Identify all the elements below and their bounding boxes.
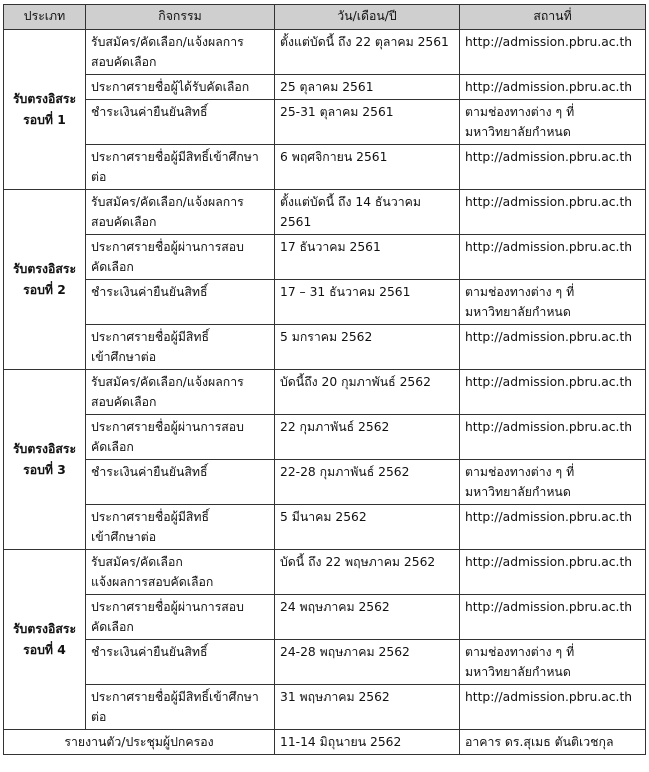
date-text: 25-31 ตุลาคม 2561 <box>280 105 394 119</box>
activity-text: รับสมัคร/คัดเลือก/แจ้งผลการ สอบคัดเลือก <box>91 195 244 229</box>
table-row <box>4 415 646 460</box>
round-label <box>4 190 86 370</box>
place-cell <box>460 685 646 730</box>
activity-text: รับสมัคร/คัดเลือก/แจ้งผลการ สอบคัดเลือก <box>91 35 244 69</box>
activity-text: ประกาศรายชื่อผู้มีสิทธิ์เข้าศึกษา ต่อ <box>91 150 259 184</box>
header-place: สถานที่ <box>460 5 646 30</box>
schedule-table-wrapper <box>3 4 646 755</box>
activity-text: ประกาศรายชื่อผู้มีสิทธิ์ เข้าศึกษาต่อ <box>91 510 210 544</box>
date-text: 24-28 พฤษภาคม 2562 <box>280 645 410 659</box>
date-cell <box>275 280 460 325</box>
activity-cell <box>86 190 275 235</box>
place-cell <box>460 460 646 505</box>
place-cell <box>460 640 646 685</box>
header-activity: กิจกรรม <box>86 5 275 30</box>
activity-text: รับสมัคร/คัดเลือก/แจ้งผลการ สอบคัดเลือก <box>91 375 244 409</box>
place-url: http://admission.pbru.ac.th <box>465 80 633 94</box>
activity-cell <box>86 415 275 460</box>
table-row <box>4 685 646 730</box>
place-url: http://admission.pbru.ac.th <box>465 555 633 569</box>
table-row <box>4 280 646 325</box>
table-row <box>4 190 646 235</box>
header-date: วัน/เดือน/ปี <box>275 5 460 30</box>
date-cell <box>275 550 460 595</box>
activity-text: ประกาศรายชื่อผู้ผ่านการสอบ คัดเลือก <box>91 240 244 274</box>
place-cell <box>460 75 646 100</box>
activity-cell <box>86 595 275 640</box>
round-name: รับตรงอิสระ รอบที่ 1 <box>12 91 77 127</box>
date-cell <box>275 595 460 640</box>
admission-schedule-table <box>3 4 646 755</box>
activity-cell <box>86 460 275 505</box>
place-url: http://admission.pbru.ac.th <box>465 420 633 434</box>
table-row <box>4 145 646 190</box>
place-cell <box>460 505 646 550</box>
place-cell <box>460 415 646 460</box>
date-text: 5 มีนาคม 2562 <box>280 510 367 524</box>
date-cell <box>275 30 460 75</box>
activity-text: ชำระเงินค่ายืนยันสิทธิ์ <box>91 645 208 659</box>
date-cell <box>275 505 460 550</box>
table-row <box>4 100 646 145</box>
place-cell <box>460 235 646 280</box>
date-text: บัดนี้ถึง 20 กุมภาพันธ์ 2562 <box>280 375 431 389</box>
round-label <box>4 30 86 190</box>
activity-cell <box>86 145 275 190</box>
schedule-body <box>4 30 646 755</box>
table-row <box>4 505 646 550</box>
activity-text: ประกาศรายชื่อผู้ผ่านการสอบ คัดเลือก <box>91 420 244 454</box>
table-row <box>4 370 646 415</box>
place-url: http://admission.pbru.ac.th <box>465 375 633 389</box>
footer-place: อาคาร ดร.สุเมธ ตันติเวชกุล <box>460 730 646 755</box>
activity-cell <box>86 280 275 325</box>
activity-text: ชำระเงินค่ายืนยันสิทธิ์ <box>91 285 208 299</box>
date-text: บัดนี้ ถึง 22 พฤษภาคม 2562 <box>280 555 436 569</box>
activity-cell <box>86 685 275 730</box>
place-url: http://admission.pbru.ac.th <box>465 150 633 164</box>
date-text: 31 พฤษภาคม 2562 <box>280 690 390 704</box>
round-label <box>4 370 86 550</box>
place-text: ตามช่องทางต่าง ๆ ที่ มหาวิทยาลัยกำหนด <box>465 285 575 319</box>
date-cell <box>275 685 460 730</box>
table-row <box>4 595 646 640</box>
activity-cell <box>86 30 275 75</box>
date-cell <box>275 325 460 370</box>
place-cell <box>460 100 646 145</box>
table-header-row <box>4 5 646 30</box>
activity-cell <box>86 235 275 280</box>
date-cell <box>275 100 460 145</box>
activity-cell <box>86 640 275 685</box>
place-cell <box>460 325 646 370</box>
activity-text: ชำระเงินค่ายืนยันสิทธิ์ <box>91 105 208 119</box>
place-cell <box>460 595 646 640</box>
place-cell <box>460 550 646 595</box>
activity-cell <box>86 505 275 550</box>
place-url: http://admission.pbru.ac.th <box>465 35 633 49</box>
date-text: 24 พฤษภาคม 2562 <box>280 600 390 614</box>
footer-activity: รายงานตัว/ประชุมผู้ปกครอง <box>4 730 275 755</box>
header-type: ประเภท <box>4 5 86 30</box>
place-cell <box>460 190 646 235</box>
date-cell <box>275 415 460 460</box>
round-name: รับตรงอิสระ รอบที่ 2 <box>12 261 77 297</box>
activity-text: รับสมัคร/คัดเลือก แจ้งผลการสอบคัดเลือก <box>91 555 214 589</box>
activity-cell <box>86 370 275 415</box>
place-url: http://admission.pbru.ac.th <box>465 330 633 344</box>
activity-text: ประกาศรายชื่อผู้ได้รับคัดเลือก <box>91 80 250 94</box>
table-row <box>4 75 646 100</box>
table-row <box>4 325 646 370</box>
date-cell <box>275 370 460 415</box>
table-row <box>4 460 646 505</box>
place-cell <box>460 370 646 415</box>
activity-cell <box>86 100 275 145</box>
activity-text: ประกาศรายชื่อผู้ผ่านการสอบ คัดเลือก <box>91 600 244 634</box>
round-label <box>4 550 86 730</box>
place-url: http://admission.pbru.ac.th <box>465 600 633 614</box>
date-cell <box>275 460 460 505</box>
footer-row <box>4 730 646 755</box>
place-cell <box>460 145 646 190</box>
round-name: รับตรงอิสระ รอบที่ 4 <box>12 621 77 657</box>
table-row <box>4 235 646 280</box>
date-cell <box>275 235 460 280</box>
table-row <box>4 30 646 75</box>
place-url: http://admission.pbru.ac.th <box>465 690 633 704</box>
place-url: http://admission.pbru.ac.th <box>465 195 633 209</box>
date-text: 17 – 31 ธันวาคม 2561 <box>280 285 411 299</box>
date-text: 22-28 กุมภาพันธ์ 2562 <box>280 465 410 479</box>
activity-cell <box>86 75 275 100</box>
date-text: ตั้งแต่บัดนี้ ถึง 14 ธันวาคม 2561 <box>280 195 421 229</box>
date-text: 5 มกราคม 2562 <box>280 330 373 344</box>
place-text: ตามช่องทางต่าง ๆ ที่ มหาวิทยาลัยกำหนด <box>465 465 575 499</box>
activity-cell <box>86 325 275 370</box>
table-row <box>4 550 646 595</box>
activity-text: ชำระเงินค่ายืนยันสิทธิ์ <box>91 465 208 479</box>
place-cell <box>460 30 646 75</box>
round-name: รับตรงอิสระ รอบที่ 3 <box>12 441 77 477</box>
date-text: ตั้งแต่บัดนี้ ถึง 22 ตุลาคม 2561 <box>280 35 449 49</box>
date-text: 17 ธันวาคม 2561 <box>280 240 381 254</box>
place-url: http://admission.pbru.ac.th <box>465 510 633 524</box>
activity-text: ประกาศรายชื่อผู้มีสิทธิ์ เข้าศึกษาต่อ <box>91 330 210 364</box>
place-text: ตามช่องทางต่าง ๆ ที่ มหาวิทยาลัยกำหนด <box>465 645 575 679</box>
activity-cell <box>86 550 275 595</box>
date-cell <box>275 190 460 235</box>
date-cell <box>275 640 460 685</box>
date-cell <box>275 75 460 100</box>
place-url: http://admission.pbru.ac.th <box>465 240 633 254</box>
date-text: 22 กุมภาพันธ์ 2562 <box>280 420 390 434</box>
footer-date: 11-14 มิถุนายน 2562 <box>275 730 460 755</box>
date-cell <box>275 145 460 190</box>
place-cell <box>460 280 646 325</box>
place-text: ตามช่องทางต่าง ๆ ที่ มหาวิทยาลัยกำหนด <box>465 105 575 139</box>
date-text: 6 พฤศจิกายน 2561 <box>280 150 388 164</box>
activity-text: ประกาศรายชื่อผู้มีสิทธิ์เข้าศึกษา ต่อ <box>91 690 259 724</box>
date-text: 25 ตุลาคม 2561 <box>280 80 374 94</box>
table-row <box>4 640 646 685</box>
